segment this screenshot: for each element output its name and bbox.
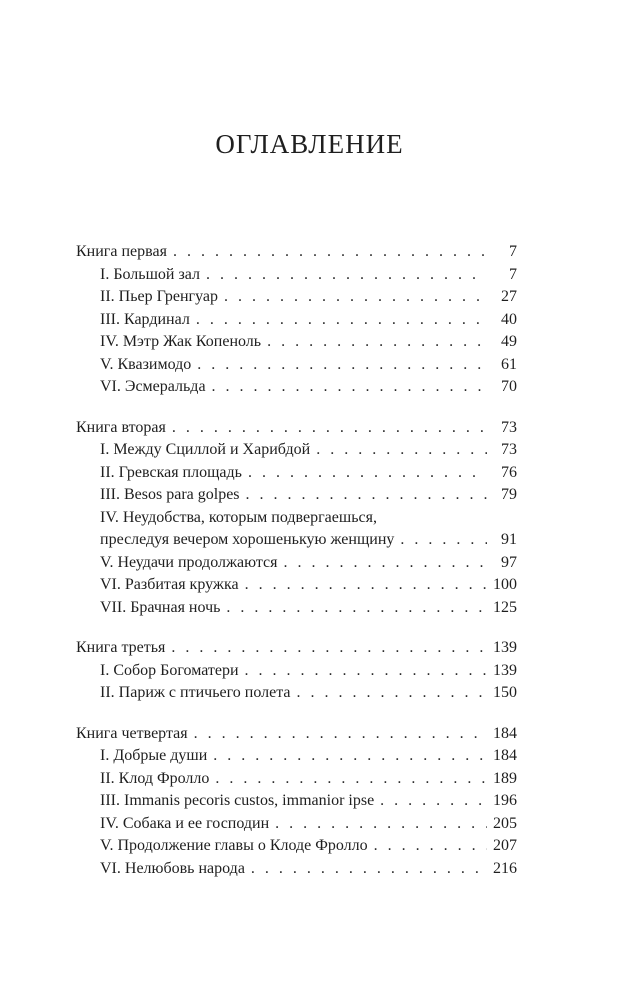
- page-number: 150: [493, 684, 517, 701]
- page-number: 207: [493, 837, 517, 854]
- page-number: 97: [501, 553, 517, 571]
- toc-entry-chapter[interactable]: [76, 462, 517, 485]
- dot-leader: [197, 354, 487, 377]
- entry-title: I. Между Сциллой и Харибдой: [100, 441, 311, 458]
- toc-entry-chapter[interactable]: [76, 682, 517, 705]
- page-number: 7: [509, 265, 517, 283]
- dot-leader: [284, 552, 487, 575]
- page-number: 139: [493, 661, 517, 679]
- dot-leader: [296, 682, 487, 705]
- entry-title: III. Besos para golpes: [100, 486, 240, 503]
- page-number: 184: [493, 724, 517, 742]
- toc-entry-book[interactable]: [76, 417, 517, 440]
- entry-title: Книга третья: [76, 639, 166, 656]
- entry-title: II. Париж с птичьего полета: [100, 684, 291, 701]
- toc-entry-chapter[interactable]: [76, 835, 517, 858]
- page-number: 73: [501, 418, 517, 436]
- dot-leader: [245, 660, 487, 683]
- page-number: 196: [493, 792, 517, 809]
- entry-title: IV. Мэтр Жак Копеноль: [100, 333, 262, 350]
- dot-leader: [380, 790, 487, 813]
- entry-title: I. Добрые души: [100, 747, 208, 764]
- toc-entry-chapter[interactable]: [76, 745, 517, 768]
- book-section: [76, 241, 517, 399]
- toc-entry-book[interactable]: [76, 241, 517, 264]
- dot-leader: [213, 745, 487, 768]
- toc-entry-chapter[interactable]: [76, 790, 517, 813]
- toc-entry-chapter[interactable]: [76, 376, 517, 399]
- entry-title: V. Продолжение главы о Клоде Фролло: [100, 837, 368, 854]
- entry-title: II. Гревская площадь: [100, 463, 242, 481]
- toc-entry-chapter[interactable]: [76, 354, 517, 377]
- dot-leader: [248, 462, 487, 485]
- page-number: 27: [501, 288, 517, 305]
- page-title: ОГЛАВЛЕНИЕ: [215, 129, 404, 159]
- dot-leader: [226, 597, 487, 620]
- dot-leader: [245, 574, 487, 597]
- book-section: [76, 637, 517, 705]
- page-number: 100: [493, 576, 517, 593]
- entry-title: VII. Брачная ночь: [100, 598, 221, 616]
- entry-title: Книга четвертая: [76, 724, 188, 742]
- page-number: 125: [493, 598, 517, 616]
- entry-title: VI. Эсмеральда: [100, 378, 206, 395]
- dot-leader: [224, 286, 487, 309]
- page-number: 189: [493, 769, 517, 787]
- page-number: 73: [501, 441, 517, 458]
- toc-entry-chapter[interactable]: [76, 331, 517, 354]
- table-of-contents: [76, 241, 517, 880]
- toc-entry-chapter[interactable]: [76, 768, 517, 791]
- toc-entry-chapter[interactable]: [76, 597, 517, 620]
- entry-line: [100, 529, 517, 552]
- toc-entry-chapter[interactable]: [76, 286, 517, 309]
- entry-title: III. Кардинал: [100, 310, 190, 328]
- dot-leader: [246, 484, 487, 507]
- toc-entry-chapter[interactable]: [76, 264, 517, 287]
- toc-entry-chapter[interactable]: [76, 660, 517, 683]
- entry-title: IV. Неудобства, которым подвергаешься,: [100, 508, 377, 526]
- page-number: 91: [501, 531, 517, 548]
- entry-title: VI. Разбитая кружка: [100, 576, 239, 593]
- dot-leader: [374, 835, 487, 858]
- entry-title: V. Неудачи продолжаются: [100, 553, 278, 571]
- dot-leader: [196, 309, 487, 332]
- toc-entry-book[interactable]: [76, 637, 517, 660]
- dot-leader: [267, 331, 487, 354]
- entry-title: VI. Нелюбовь народа: [100, 859, 245, 877]
- toc-entry-chapter[interactable]: [76, 574, 517, 597]
- page-number: 216: [493, 859, 517, 877]
- dot-leader: [172, 417, 487, 440]
- page-number: 79: [501, 486, 517, 503]
- dot-leader: [400, 529, 487, 552]
- dot-leader: [173, 241, 487, 264]
- page-number: 76: [501, 463, 517, 481]
- dot-leader: [251, 858, 487, 881]
- dot-leader: [212, 376, 487, 399]
- page-number: 139: [493, 639, 517, 656]
- entry-title: Книга вторая: [76, 418, 166, 436]
- dot-leader: [171, 637, 487, 660]
- entry-title: I. Большой зал: [100, 265, 201, 283]
- entry-title-continuation: преследуя вечером хорошенькую женщину: [100, 531, 395, 548]
- toc-entry-chapter[interactable]: [76, 484, 517, 507]
- dot-leader: [275, 813, 487, 836]
- toc-entry-chapter[interactable]: [76, 813, 517, 836]
- page-number: 49: [501, 333, 517, 350]
- book-section: [76, 723, 517, 881]
- entry-title: I. Собор Богоматери: [100, 661, 239, 679]
- entry-title: II. Пьер Гренгуар: [100, 288, 218, 305]
- entry-title: IV. Собака и ее господин: [100, 814, 270, 832]
- page-number: 70: [501, 378, 517, 395]
- page-number: 7: [509, 243, 517, 260]
- entry-title: Книга первая: [76, 243, 167, 260]
- entry-title: V. Квазимодо: [100, 355, 192, 373]
- page-number: 61: [501, 355, 517, 373]
- entry-title: III. Immanis pecoris custos, immanior ipse: [100, 792, 375, 809]
- entry-line: [100, 507, 517, 530]
- dot-leader: [215, 768, 487, 791]
- page-number: 205: [493, 814, 517, 832]
- dot-leader: [194, 723, 487, 746]
- toc-entry-chapter[interactable]: [76, 309, 517, 332]
- toc-entry-chapter[interactable]: [76, 507, 517, 552]
- book-section: [76, 417, 517, 620]
- toc-entry-chapter[interactable]: [76, 552, 517, 575]
- dot-leader: [316, 439, 487, 462]
- toc-entry-book[interactable]: [76, 723, 517, 746]
- toc-entry-chapter[interactable]: [76, 439, 517, 462]
- toc-entry-chapter[interactable]: [76, 858, 517, 881]
- dot-leader: [206, 264, 487, 287]
- page-number: 184: [493, 747, 517, 764]
- page-number: 40: [501, 310, 517, 328]
- entry-title: II. Клод Фролло: [100, 769, 210, 787]
